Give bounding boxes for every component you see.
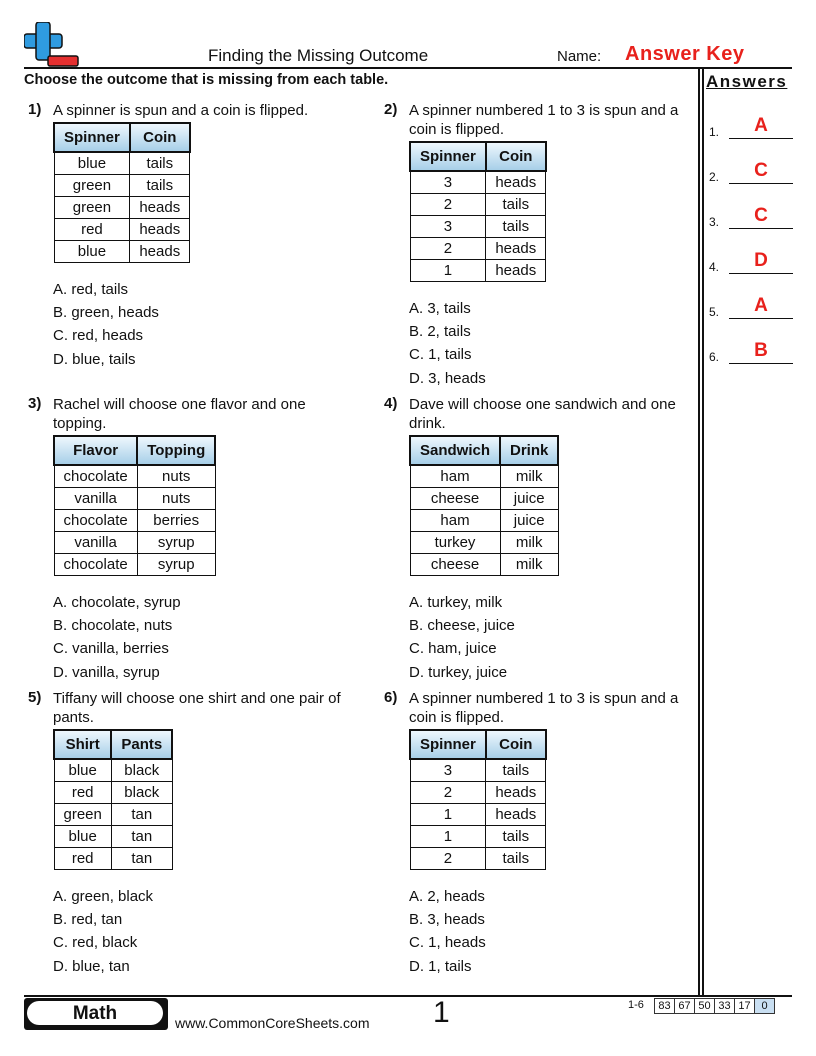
choice-option: A. turkey, milk — [409, 594, 503, 611]
score-cell: 17 — [735, 999, 755, 1014]
table-cell: 1 — [410, 260, 486, 282]
table-row — [54, 532, 215, 554]
table-row — [410, 510, 558, 532]
problem-number: 3) — [28, 395, 42, 412]
table-cell: vanilla — [54, 488, 137, 510]
problem-number: 1) — [28, 101, 42, 118]
answer-choices — [409, 297, 486, 390]
table-cell: green — [54, 804, 111, 826]
table-cell: tails — [486, 194, 546, 216]
table-cell: syrup — [137, 532, 215, 554]
table-row — [410, 194, 546, 216]
table-row — [54, 241, 190, 263]
table-row — [410, 554, 558, 576]
answer-choices — [53, 278, 159, 371]
table-cell: red — [54, 782, 111, 804]
choice-option: D. blue, tails — [53, 350, 136, 368]
subject-badge — [24, 998, 168, 1030]
outcome-table — [53, 122, 191, 263]
table-cell: heads — [486, 804, 546, 826]
answer-number: 5. — [709, 305, 720, 319]
answer-blank — [729, 363, 793, 364]
table-row — [410, 238, 546, 260]
answer-value: A — [754, 295, 768, 316]
table-row — [54, 152, 190, 175]
column-header: Spinner — [410, 142, 486, 171]
choice-option: A. chocolate, syrup — [53, 594, 181, 611]
table-cell: green — [54, 175, 130, 197]
table-cell: milk — [500, 554, 558, 576]
problem-text: Rachel will choose one flavor and one topping. — [53, 396, 306, 432]
table-row — [410, 488, 558, 510]
table-cell: green — [54, 197, 130, 219]
table-cell: 3 — [410, 216, 486, 238]
column-header: Shirt — [54, 730, 111, 759]
choice-option: C. 1, heads — [409, 934, 486, 952]
answer-blank — [729, 228, 793, 229]
answer-value: B — [754, 340, 768, 361]
answer-row — [709, 342, 793, 364]
table-cell: heads — [486, 238, 546, 260]
footer-divider — [24, 995, 792, 997]
choice-option: C. vanilla, berries — [53, 640, 169, 658]
table-cell: tan — [111, 804, 172, 826]
table-header-row — [54, 730, 172, 759]
table-cell: cheese — [410, 554, 500, 576]
table-cell: blue — [54, 826, 111, 848]
table-cell: milk — [500, 532, 558, 554]
page-number: 1 — [433, 996, 450, 1029]
answer-choices — [409, 885, 486, 978]
table-cell: 3 — [410, 759, 486, 782]
table-cell: tails — [130, 175, 190, 197]
outcome-table — [53, 435, 216, 576]
table-row — [54, 848, 172, 870]
answer-number: 6. — [709, 350, 720, 364]
table-row — [410, 260, 546, 282]
choice-option: B. cheese, juice — [409, 617, 515, 635]
table-row — [410, 804, 546, 826]
answer-number: 4. — [709, 260, 720, 274]
column-header: Coin — [130, 123, 190, 152]
choice-option: C. red, heads — [53, 327, 144, 345]
column-header: Coin — [486, 730, 546, 759]
table-cell: tails — [130, 152, 190, 175]
problem-text: A spinner numbered 1 to 3 is spun and a coin is flipped. — [409, 690, 679, 726]
table-row — [54, 554, 215, 576]
table-cell: heads — [486, 260, 546, 282]
problem-number: 5) — [28, 689, 42, 706]
choice-option: B. red, tan — [53, 911, 123, 929]
table-row — [54, 782, 172, 804]
answer-number: 1. — [709, 125, 720, 139]
problem-number: 4) — [384, 395, 398, 412]
problem-text: A spinner numbered 1 to 3 is spun and a coin is flipped. — [409, 102, 679, 138]
answers-divider-inner — [702, 67, 704, 995]
table-cell: chocolate — [54, 510, 137, 532]
column-header: Drink — [500, 436, 558, 465]
answer-blank — [729, 138, 793, 139]
outcome-table — [409, 141, 547, 282]
choice-option: C. 1, tails — [409, 346, 472, 364]
choice-option: A. 3, tails — [409, 300, 471, 317]
choice-option: B. 3, heads — [409, 911, 485, 929]
answer-number: 3. — [709, 215, 720, 229]
table-row — [54, 759, 172, 782]
table-row — [410, 848, 546, 870]
table-row — [410, 532, 558, 554]
answer-value: A — [754, 115, 768, 136]
table-row — [54, 197, 190, 219]
table-cell: tails — [486, 216, 546, 238]
answer-row — [709, 162, 793, 184]
problem-number: 2) — [384, 101, 398, 118]
answer-value: C — [754, 160, 768, 181]
problem-text: Tiffany will choose one shirt and one pair of pants. — [53, 690, 341, 726]
problem-range: 1-6 — [628, 999, 644, 1011]
table-cell: juice — [500, 488, 558, 510]
answer-number: 2. — [709, 170, 720, 184]
table-cell: heads — [486, 171, 546, 194]
answer-choices — [53, 591, 181, 684]
table-row — [410, 759, 546, 782]
table-cell: ham — [410, 465, 500, 488]
table-cell: 2 — [410, 848, 486, 870]
table-cell: red — [54, 219, 130, 241]
table-header-row — [54, 123, 190, 152]
table-cell: 1 — [410, 826, 486, 848]
table-row — [54, 826, 172, 848]
table-cell: syrup — [137, 554, 215, 576]
table-cell: chocolate — [54, 465, 137, 488]
worksheet-title: Finding the Missing Outcome — [208, 46, 429, 65]
table-cell: turkey — [410, 532, 500, 554]
column-header: Topping — [137, 436, 215, 465]
column-header: Flavor — [54, 436, 137, 465]
table-cell: 3 — [410, 171, 486, 194]
choice-option: C. ham, juice — [409, 640, 497, 658]
table-row — [410, 216, 546, 238]
table-cell: heads — [130, 219, 190, 241]
table-cell: tan — [111, 848, 172, 870]
column-header: Coin — [486, 142, 546, 171]
table-cell: tails — [486, 848, 546, 870]
column-header: Spinner — [410, 730, 486, 759]
score-cell: 0 — [755, 999, 775, 1014]
answers-divider — [698, 67, 700, 995]
answer-blank — [729, 318, 793, 319]
answer-key-label: Answer Key — [625, 43, 745, 65]
table-header-row — [410, 436, 558, 465]
problem-number: 6) — [384, 689, 398, 706]
outcome-table — [409, 435, 559, 576]
table-row — [54, 510, 215, 532]
choice-option: A. green, black — [53, 888, 154, 905]
table-row — [54, 804, 172, 826]
column-header: Pants — [111, 730, 172, 759]
table-cell: 2 — [410, 782, 486, 804]
choice-option: B. green, heads — [53, 304, 159, 322]
choice-option: D. vanilla, syrup — [53, 663, 160, 681]
problem-text: Dave will choose one sandwich and one drink. — [409, 396, 676, 432]
choice-option: D. 1, tails — [409, 957, 472, 975]
score-cell: 33 — [715, 999, 735, 1014]
website-text: www.CommonCoreSheets.com — [175, 1015, 370, 1031]
table-cell: heads — [130, 197, 190, 219]
choice-option: D. blue, tan — [53, 957, 130, 975]
answer-blank — [729, 183, 793, 184]
answer-row — [709, 297, 793, 319]
choice-option: C. red, black — [53, 934, 138, 952]
table-cell: 2 — [410, 238, 486, 260]
table-row — [410, 171, 546, 194]
score-cell: 83 — [655, 999, 675, 1014]
table-row — [410, 465, 558, 488]
choice-option: B. 2, tails — [409, 323, 471, 341]
table-cell: black — [111, 759, 172, 782]
column-header: Sandwich — [410, 436, 500, 465]
table-cell: vanilla — [54, 532, 137, 554]
table-cell: ham — [410, 510, 500, 532]
score-table — [654, 998, 775, 1014]
score-cell: 50 — [695, 999, 715, 1014]
instructions: Choose the outcome that is missing from each table. — [24, 72, 389, 88]
answer-row — [709, 207, 793, 229]
choice-option: A. 2, heads — [409, 888, 485, 905]
outcome-table — [53, 729, 173, 870]
table-row — [54, 219, 190, 241]
table-cell: juice — [500, 510, 558, 532]
table-header-row — [410, 142, 546, 171]
table-cell: blue — [54, 152, 130, 175]
table-cell: red — [54, 848, 111, 870]
table-row — [410, 782, 546, 804]
table-cell: 2 — [410, 194, 486, 216]
table-cell: tails — [486, 759, 546, 782]
table-cell: blue — [54, 759, 111, 782]
answer-blank — [729, 273, 793, 274]
table-cell: berries — [137, 510, 215, 532]
header-divider — [24, 67, 792, 69]
table-header-row — [54, 436, 215, 465]
table-row — [54, 175, 190, 197]
choice-option: B. chocolate, nuts — [53, 617, 173, 635]
table-cell: blue — [54, 241, 130, 263]
table-cell: nuts — [137, 465, 215, 488]
choice-option: D. 3, heads — [409, 369, 486, 387]
table-row — [54, 488, 215, 510]
table-cell: heads — [486, 782, 546, 804]
outcome-table — [409, 729, 547, 870]
table-cell: tails — [486, 826, 546, 848]
table-cell: nuts — [137, 488, 215, 510]
answer-choices — [53, 885, 153, 978]
table-cell: black — [111, 782, 172, 804]
choice-option: A. red, tails — [53, 281, 129, 298]
answer-choices — [409, 591, 515, 684]
table-cell: heads — [130, 241, 190, 263]
table-cell: milk — [500, 465, 558, 488]
table-header-row — [410, 730, 546, 759]
answer-row — [709, 117, 793, 139]
choice-option: D. turkey, juice — [409, 663, 508, 681]
table-cell: chocolate — [54, 554, 137, 576]
table-cell: 1 — [410, 804, 486, 826]
answers-heading: Answers — [706, 72, 788, 91]
answer-row — [709, 252, 793, 274]
answer-value: D — [754, 250, 768, 271]
problem-text: A spinner is spun and a coin is flipped. — [53, 102, 309, 119]
answer-value: C — [754, 205, 768, 226]
table-row — [54, 465, 215, 488]
subject-label: Math — [27, 1001, 163, 1025]
column-header: Spinner — [54, 123, 130, 152]
table-row — [410, 826, 546, 848]
table-cell: tan — [111, 826, 172, 848]
table-cell: cheese — [410, 488, 500, 510]
name-label: Name: — [557, 48, 602, 65]
score-cell: 67 — [675, 999, 695, 1014]
plus-minus-logo-icon — [24, 22, 80, 68]
